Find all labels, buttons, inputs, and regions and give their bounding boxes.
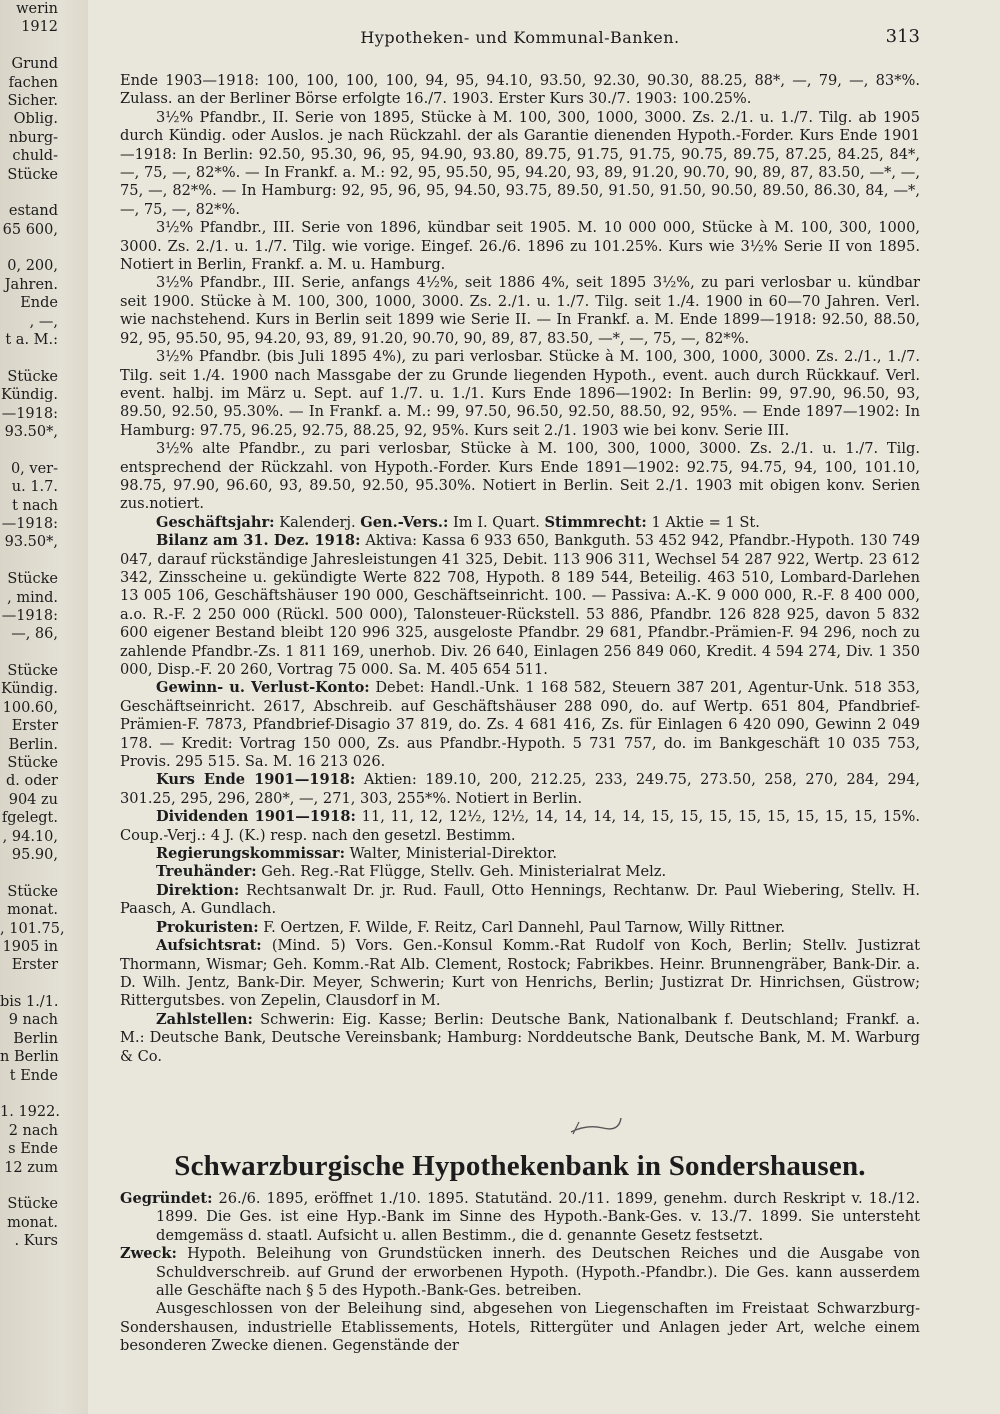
bank-entry-schwarzburgische — [120, 1190, 920, 1356]
margin-fragment-line: werin — [16, 1, 58, 17]
margin-fragment-line: chuld- — [12, 148, 58, 165]
margin-fragment-line — [0, 441, 88, 459]
paragraph-regierungskommissar: Regierungskommissar: Walter, Ministerial-Direktor. — [156, 845, 558, 863]
margin-fragment-line: Grund — [11, 56, 58, 73]
margin-fragment-line: . Kurs — [14, 1233, 58, 1250]
page-header — [120, 28, 920, 58]
margin-fragment-line: bis 1./1. — [0, 994, 59, 1011]
margin-fragment-line: monat. — [7, 1214, 58, 1231]
margin-fragment-line: Berlin. — [8, 736, 58, 753]
margin-fragment-line: t Ende — [9, 1067, 58, 1084]
paragraph-zahlstellen: Zahlstellen: Schwerin: Eig. Kasse; Berlin: Deutsche Bank, Nationalbank f. Deutschland; Frankf. a. M.: Deutsche Bank, Deutsche Vereinsbank; Hamburg: Norddeutsche Bank, Deutsche Bank, M. M. Warburg & Co. — [120, 1010, 921, 1065]
margin-fragment-line: Erster — [11, 718, 58, 735]
margin-fragment-line: t nach — [12, 497, 58, 514]
section-title-schwarzburgische-hypothekenbank: Schwarzburgische Hypothekenbank in Sondershausen. — [174, 1150, 866, 1182]
margin-fragment-line: Oblig. — [13, 111, 58, 128]
margin-fragment-line: 65 600, — [2, 221, 58, 238]
margin-fragment-line: Ende — [20, 295, 58, 312]
paragraph-aufsichtsrat: Aufsichtsrat: (Mind. 5) Vors. Gen.-Konsul Komm.-Rat Rudolf von Koch, Berlin; Stellv. Justizrat Thormann, Wismar; Geh. Komm.-Rat Alb. Clement, Rostock; Fabrikbes. Heinr. Brunnengräber, Bank-Dir. a. D. Wilh. Jentz, Bank-Dir. Meyer, Schwerin; Kurt von Henrichs, Berlin; Justizrat Dr. Hinrichsen, Güstrow; Rittergutsbes. von Zepelin, Clausdorf in M. — [120, 937, 920, 1010]
paragraph-kurs-aktien: Kurs Ende 1901—1918: Aktien: 189.10, 200, 212.25, 233, 249.75, 273.50, 258, 270, 284, 294, 301.25, 295, 296, 280*, —, 271, 303, 255*%. Notiert in Berlin. — [120, 771, 921, 807]
margin-fragment-line: fachen — [8, 74, 58, 91]
margin-fragment-line: —1918: — [1, 607, 58, 624]
margin-fragment-line: Stücke — [7, 663, 58, 680]
margin-fragment-line: Stücke — [7, 755, 58, 772]
margin-fragment-line: d. oder — [5, 773, 58, 790]
margin-fragment-line: , mind. — [7, 589, 58, 606]
margin-fragment-line — [0, 644, 88, 662]
margin-fragment-line: Stücke — [7, 883, 58, 900]
margin-fragment-line — [0, 239, 88, 257]
margin-fragment-line: —, 86, — [11, 626, 58, 643]
margin-fragment-line: t a. M.: — [5, 332, 58, 349]
paragraph-kurs-serie-i: Ende 1903—1918: 100, 100, 100, 100, 94, 95, 94.10, 93.50, 92.30, 90.30, 88.25, 88*, —, 79, —, 83*%. Zulass. an der Berliner Börse erfolgte 16./7. 1903. Erster Kurs 30./7. 1903: 100.25%. — [120, 72, 920, 108]
margin-fragment-line — [0, 1085, 88, 1103]
margin-fragment-line: —1918: — [1, 515, 58, 532]
margin-fragment-line — [0, 349, 88, 367]
left-margin-previous-page — [0, 0, 88, 1414]
margin-fragment-line: Stücke — [7, 368, 58, 385]
margin-fragment-line — [0, 975, 88, 993]
paragraph-dividenden: Dividenden 1901—1918: 11, 11, 12, 12½, 12½, 14, 14, 14, 14, 15, 15, 15, 15, 15, 15, 15, 15, 15%. Coup.-Verj.: 4 J. (K.) resp. nach den gesetzl. Bestimm. — [120, 808, 921, 844]
paragraph-zweck: Zweck: Hypoth. Beleihung von Grundstücken innerh. des Deutschen Reiches und die Ausgabe von Schuldverschreib. auf Grund der erworbenen Hypoth. (Hypoth.-Pfandbr.). Die Ges. kann ausserdem alle Geschäfte nach § 5 des Hypoth.-Bank-Ges. betreiben. — [120, 1245, 920, 1300]
margin-fragment-line: 2 nach — [8, 1122, 58, 1139]
margin-fragment-line: 1912 — [21, 19, 58, 36]
paragraph-pfandbr-bis-1895: 3½% Pfandbr. (bis Juli 1895 4%), zu pari verlosbar. Stücke à M. 100, 300, 1000, 3000. Zs. 2./1., 1./7. Tilg. seit 1./4. 1900 nach Massgabe der zu Grunde liegenden Hypoth., event. auch durch Rückkauf. Verl. event. halbj. im März u. Sept. auf 1./7. u. 1./1. Kurs Ende 1896—1902: In Berlin: 99, 97.90, 96.50, 93, 89.50, 92.50, 95.30%. — In Frankf. a. M.: 99, 97.50, 96.50, 92.50, 88.50, 92, 95%. — Ende 1897—1902: In Hamburg: 97.75, 96.25, 92.75, 88.25, 92, 95%. Kurs seit 2./1. 1903 wie bei konv. Serie III. — [120, 348, 920, 439]
margin-fragment-line: 904 zu — [8, 791, 58, 808]
paragraph-gegruendet: Gegründet: 26./6. 1895, eröffnet 1./10. 1895. Statutänd. 20./11. 1899, genehm. durch Reskript v. 18./12. 1899. Die Ges. ist eine Hyp.-Bank im Sinne des Hypoth.-Bank-Ges. v. 13./7. 1899. Sie untersteht demgemäss d. staatl. Aufsicht u. allen Bestimm., die d. genannte Gesetz festsetzt. — [120, 1190, 921, 1244]
margin-fragment-line: Jahren. — [4, 276, 58, 293]
margin-fragment-line: 9 nach — [8, 1012, 58, 1029]
margin-fragment-line: 0, ver- — [10, 460, 58, 477]
paragraph-direktion: Direktion: Rechtsanwalt Dr. jr. Rud. Faull, Otto Hennings, Rechtanw. Dr. Paul Wiebering, Stellv. H. Paasch, A. Gundlach. — [120, 881, 920, 918]
paragraph-pfandbr-serie-iii-1896: 3½% Pfandbr., III. Serie von 1896, kündbar seit 1905. M. 10 000 000, Stücke à M. 100, 300, 1000, 3000. Zs. 2./1. u. 1./7. Tilg. wie vorige. Eingef. 26./6. 1896 zu 101.25%. Kurs wie 3½% Serie II von 1895. Notiert in Berlin, Frankf. a. M. u. Hamburg. — [120, 219, 920, 274]
paragraph-bilanz: Bilanz am 31. Dez. 1918: Aktiva: Kassa 6 933 650, Bankguth. 53 452 942, Pfandbr.-Hypoth. 130 749 047, darauf rückständige Jahresleistungen 41 325, Debit. 113 906 311, Wechsel 54 287 922, Wertp. 23 612 342, Zinsscheine u. gekündigte Werte 822 708, Hypoth. 8 189 544, Beteilig. 463 510, Lombard-Darlehen 13 005 106, Geschäftshäuser 190 000, Geschäftseinricht. 100. — Passiva: A.-K. 9 000 000, R.-F. 8 400 000, a.o. R.-F. 2 250 000 (Rückl. 500 000), Talonsteuer-Rückstell. 53 886, Pfandbr. 126 828 925, davon 5 832 600 eigener Bestand bleibt 120 996 325, ausgeloste Pfandbr. 29 681, Pfandbr.-Prämien-F. 94 296, noch zu zahlende Pfandbr.-Zs. 1 811 169, unerhob. Div. 26 640, Einlagen 256 849 060, Kredit. 4 594 274, Div. 1 350 000, Disp.-F. 20 260, Vortrag 75 000. Sa. M. 405 654 511. — [120, 532, 921, 678]
margin-fragment-line: 0, 200, — [7, 258, 58, 275]
paragraph-pfandbr-serie-ii: 3½% Pfandbr., II. Serie von 1895, Stücke à M. 100, 300, 1000, 3000. Zs. 2./1. u. 1./7. Tilg. ab 1905 durch Kündig. oder Auslos. je nach Rückzahl. der als Garantie dienenden Hypoth.-Forder. Kurs Ende 1901—1918: In Berlin: 92.50, 95.30, 96, 95, 94.90, 93.80, 89.75, 91.75, 91.75, 90.75, 89.75, 87.25, 84.25, 84*, —, 75, —, 82*%. — In Frankf. a. M.: 92, 95, 95.50, 95, 94.20, 93, 89, 91.20, 90.70, 90, 89, 87, 83.50, —*, —, 75, —, 82*%. — In Hamburg: 92, 95, 96, 95, 94.50, 93.75, 89.50, 91.50, 91.50, 90.50, 89.50, 86.30, 84, —*, —, 75, —, 82*%. — [120, 108, 920, 218]
margin-fragment-line: 93.50*, — [4, 534, 58, 551]
margin-fragment-line: 12 zum — [4, 1159, 58, 1176]
margin-fragment-line: Berlin — [13, 1030, 58, 1047]
paragraph-geschaeftsjahr: Geschäftsjahr: Kalenderj. Gen.-Vers.: Im I. Quart. Stimmrecht: 1 Aktie = 1 St. — [156, 513, 760, 531]
margin-fragment-line: Stücke — [7, 1196, 58, 1213]
margin-fragment-line: 1. 1922. — [0, 1104, 60, 1121]
margin-fragment-line: estand — [8, 203, 58, 220]
margin-fragment-line: nburg- — [8, 129, 58, 146]
page-number: 313 — [885, 26, 920, 47]
margin-fragment-line — [0, 184, 88, 202]
margin-fragment-line: , 94.10, — [2, 828, 58, 845]
margin-fragment-line: , —, — [29, 313, 58, 330]
margin-fragment-line — [0, 1177, 88, 1195]
margin-fragment-line: Sicher. — [7, 92, 58, 109]
margin-fragment-line — [0, 864, 88, 882]
paragraph-pfandbr-serie-iii: 3½% Pfandbr., III. Serie, anfangs 4½%, seit 1886 4%, seit 1895 3½%, zu pari verlosbar u. kündbar seit 1900. Stücke à M. 100, 300, 1000, 3000. Zs. 2./1. u. 1./7. Tilg. seit 1./4. 1900 in 60—70 Jahren. Verl. wie nachstehend. Kurs in Berlin seit 1899 wie Serie II. — In Frankf. a. M. Ende 1899—1918: 92.50, 88.50, 92, 95, 95.50, 95, 94.20, 93, 89, 91.20, 90.70, 90, 89, 87, 83.50, —*, —, 75, —, 82*%. — [120, 274, 920, 347]
margin-fragment-line: 95.90, — [11, 846, 58, 863]
margin-fragment-line: n Berlin — [0, 1049, 59, 1066]
paragraph-ausgeschlossen: Ausgeschlossen von der Beleihung sind, abgesehen von Liegenschaften im Freistaat Schwarzburg-Sondershausen, industrielle Etablissements, Hotels, Rittergüter und Anlagen jeder Art, welche einem besonderen Zwecke dienen. Gegenstände der — [120, 1300, 920, 1355]
margin-fragment-line: fgelegt. — [1, 810, 58, 827]
margin-fragment-line: 100.60, — [2, 699, 58, 716]
margin-fragment-line: , 101.75, — [0, 920, 65, 937]
running-title: Hypotheken- und Kommunal-Banken. — [360, 28, 680, 47]
margin-fragment-line: 1905 in — [2, 938, 58, 955]
margin-fragment-line: Kündig. — [0, 681, 58, 698]
margin-fragment-line: Stücke — [7, 571, 58, 588]
margin-fragment-line: 93.50*, — [4, 423, 58, 440]
margin-fragment-line — [0, 552, 88, 570]
paragraph-prokuristen: Prokuristen: F. Oertzen, F. Wilde, F. Reitz, Carl Dannehl, Paul Tarnow, Willy Rittner. — [156, 918, 785, 936]
paragraph-gewinn-verlust: Gewinn- u. Verlust-Konto: Debet: Handl.-Unk. 1 168 582, Steuern 387 201, Agentur-Unk. 518 353, Geschäftseinricht. 2617, Abschreib. auf Geschäftshäuser 288 090, do. auf Wertp. 651 804, Pfandbrief-Prämien-F. 7873, Pfandbrief-Disagio 37 819, do. Zs. 4 681 416, Zs. für Einlagen 6 420 090, Gewinn 2 049 178. — Kredit: Vortrag 150 000, Zs. aus Pfandbr.-Hypoth. 5 731 757, do. im Bankgeschäft 10 035 753, Provis. 295 515. Sa. M. 16 213 026. — [120, 679, 921, 771]
paragraph-treuhaender: Treuhänder: Geh. Reg.-Rat Flügge, Stellv. Geh. Ministerialrat Melz. — [156, 863, 667, 881]
margin-fragment-line: Stücke — [7, 166, 58, 183]
margin-fragment-line: Erster — [11, 957, 58, 974]
paragraph-alte-pfandbr: 3½% alte Pfandbr., zu pari verlosbar, Stücke à M. 100, 300, 1000, 3000. Zs. 2./1. u. 1./7. Tilg. entsprechend der Rückzahl. von Hypoth.-Forder. Kurs Ende 1891—1902: 92.75, 94.75, 94, 100, 101.10, 98.75, 97.90, 96.60, 93, 89.50, 92.50, 95.30%. Notiert in Berlin. Seit 2./1. 1903 mit obigen konv. Serien zus.notiert. — [120, 440, 920, 513]
margin-fragment-line: s Ende — [8, 1141, 58, 1158]
pen-mark-flourish — [565, 1110, 625, 1140]
margin-fragment-line — [0, 37, 88, 55]
margin-fragment-line: —1918: — [1, 405, 58, 422]
margin-fragment-line: monat. — [7, 902, 58, 919]
margin-fragment-line: Kündig. — [0, 387, 58, 404]
margin-fragment-line: u. 1.7. — [11, 479, 58, 496]
bank-entry-continued — [120, 72, 920, 1066]
